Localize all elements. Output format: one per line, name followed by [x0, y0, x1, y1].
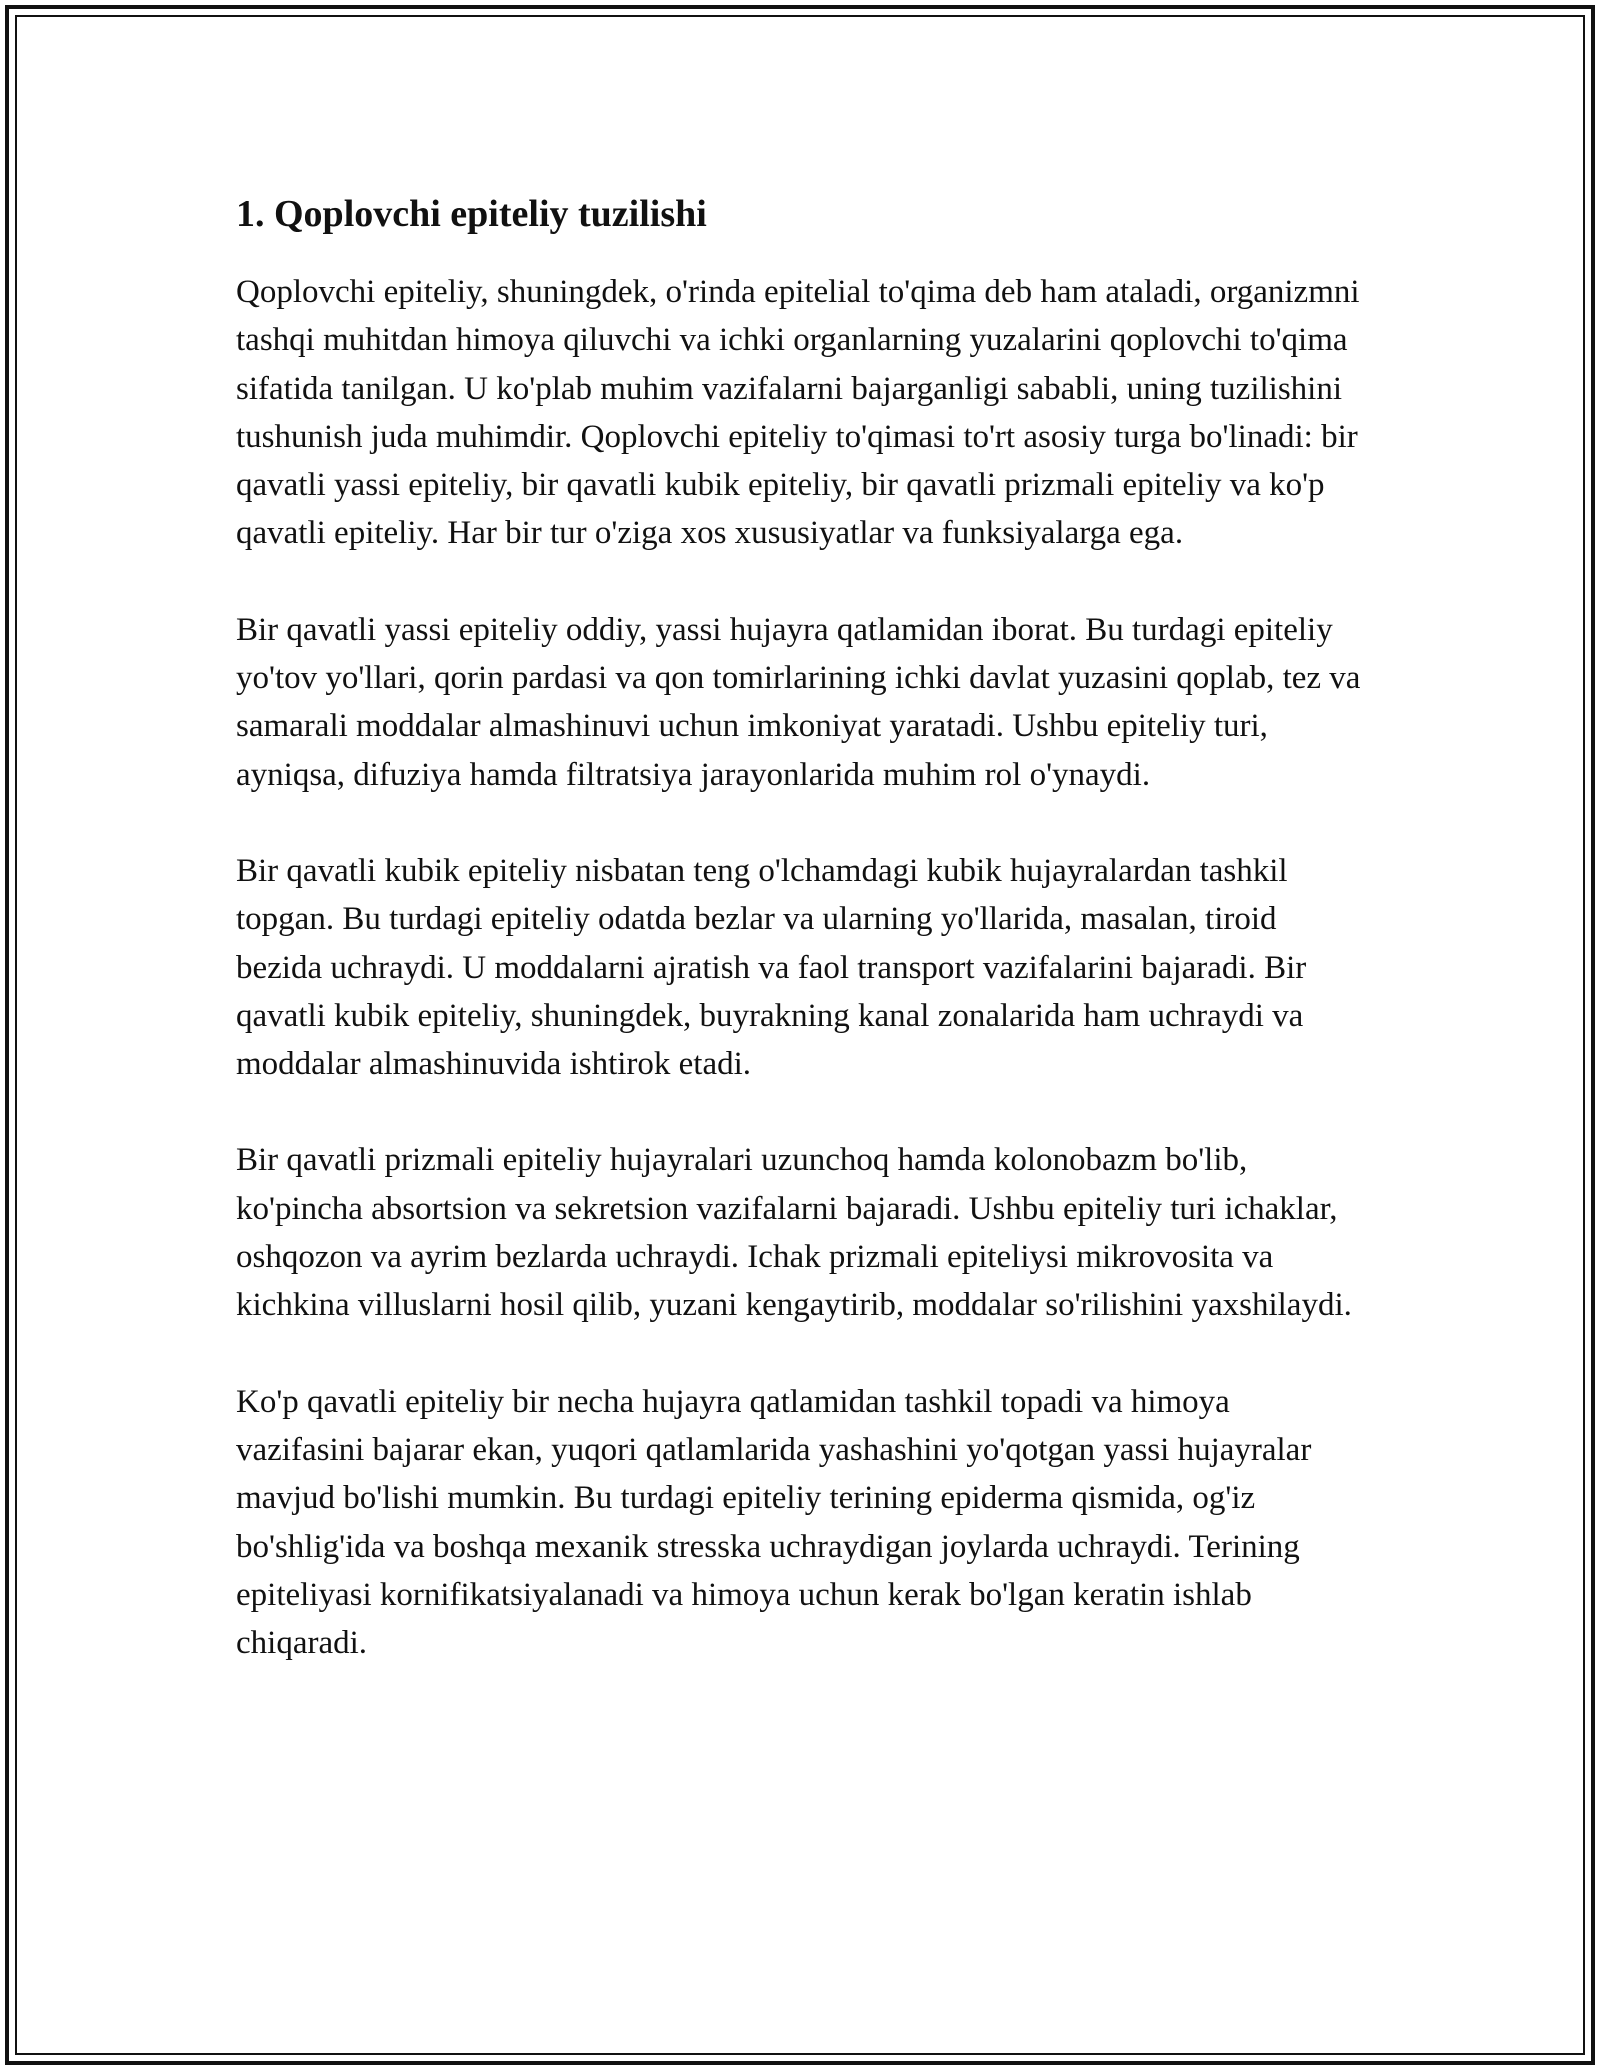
document-body: [236, 188, 1366, 1715]
paragraph-simple-columnar: Bir qavatli prizmali epiteliy hujayralari uzunchoq hamda kolonobazm bo'lib, ko'pincha absortsion va sekretsion vazifalarni bajaradi. Ushbu epiteliy turi ichaklar, oshqozon va ayrim bezlarda uchraydi. Ichak prizmali epiteliysi mikrovosita va kichkina villuslarni hosil qilib, yuzani kengaytirib, moddalar so'rilishini yaxshilaydi.: [236, 1142, 1352, 1324]
paragraph-stratified: Ko'p qavatli epiteliy bir necha hujayra qatlamidan tashkil topadi va himoya vazifasini bajarar ekan, yuqori qatlamlarida yashashini yo'qotgan yassi hujayralar mavjud bo'lishi mumkin. Bu turdagi epiteliy terining epiderma qismida, og'iz bo'shlig'ida va boshqa mexanik stresska uchraydigan joylarda uchraydi. Terining epiteliyasi kornifikatsiyalanadi va himoya uchun kerak bo'lgan keratin ishlab chiqaradi.: [236, 1383, 1312, 1662]
paragraph-intro: Qoplovchi epiteliy, shuningdek, o'rinda epitelial to'qima deb ham ataladi, organizmni tashqi muhitdan himoya qiluvchi va ichki organlarning yuzalarini qoplovchi to'qima sifatida tanilgan. U ko'plab muhim vazifalarni bajarganligi sababli, uning tuzilishini tushunish juda muhimdir. Qoplovchi epiteliy to'qimasi to'rt asosiy turga bo'linadi: bir qavatli yassi epiteliy, bir qavatli kubik epiteliy, bir qavatli prizmali epiteliy va ko'p qavatli epiteliy. Har bir tur o'ziga xos xususiyatlar va funksiyalarga ega.: [236, 274, 1360, 552]
paragraph-simple-cuboidal: Bir qavatli kubik epiteliy nisbatan teng o'lchamdagi kubik hujayralardan tashkil topgan. Bu turdagi epiteliy odatda bezlar va ularning yo'llarida, masalan, tiroid bezida uchraydi. U moddalarni ajratish va faol transport vazifalarini bajaradi. Bir qavatli kubik epiteliy, shuningdek, buyrakning kanal zonalarida ham uchraydi va moddalar almashinuvida ishtirok etadi.: [236, 852, 1307, 1083]
paragraph-simple-squamous: Bir qavatli yassi epiteliy oddiy, yassi hujayra qatlamidan iborat. Bu turdagi epiteliy yo'tov yo'llari, qorin pardasi va qon tomirlarining ichki davlat yuzasini qoplab, tez va samarali moddalar almashinuvi uchun imkoniyat yaratadi. Ushbu epiteliy turi, ayniqsa, difuziya hamda filtratsiya jarayonlarida muhim rol o'ynaydi.: [236, 611, 1361, 793]
page-title: 1. Qoplovchi epiteliy tuzilishi: [236, 193, 707, 235]
